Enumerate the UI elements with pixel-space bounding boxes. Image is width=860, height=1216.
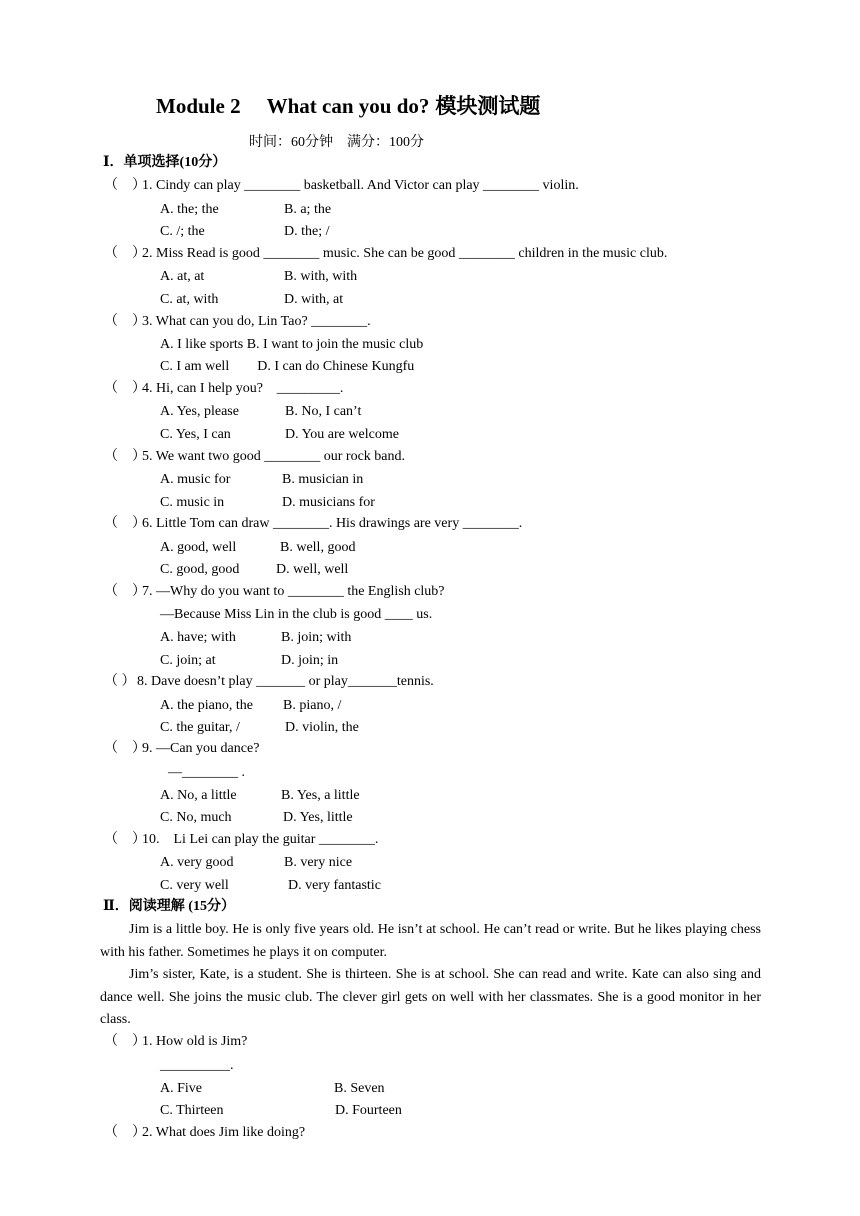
question — [104, 673, 434, 691]
question-text: 1. How old is Jim? — [142, 1034, 248, 1049]
option: B. Seven — [334, 1081, 385, 1096]
option: C. Thirteen — [160, 1103, 224, 1118]
full-score: 满分：100分 — [347, 135, 424, 150]
question-text: 4. Hi, can I help you? _________. — [142, 381, 344, 396]
option: D. Fourteen — [335, 1103, 402, 1118]
answer-bracket[interactable]: （ ） — [104, 381, 146, 396]
option: C. music in — [160, 495, 225, 510]
page-title — [156, 90, 540, 120]
answer-bracket[interactable]: （ ） — [104, 1125, 146, 1140]
answer-bracket[interactable]: （ ） — [104, 516, 146, 531]
answer-blank[interactable]: __________. — [160, 1058, 234, 1073]
option: A. very good — [160, 855, 234, 870]
option: D. very fantastic — [288, 878, 381, 893]
question — [104, 1033, 247, 1051]
question-text: 7. —Why do you want to ________ the English club? — [142, 584, 445, 599]
option: C. No, much — [160, 810, 232, 825]
answer-bracket[interactable]: （ ） — [104, 584, 146, 599]
option: D. You are welcome — [285, 427, 399, 442]
option: A. I like sports B. I want to join the music club — [160, 337, 424, 352]
answer-bracket[interactable]: （ ） — [104, 832, 146, 847]
question-text: 5. We want two good ________ our rock band. — [142, 449, 406, 464]
question — [104, 831, 378, 849]
option: A. at, at — [160, 269, 205, 284]
option: A. No, a little — [160, 788, 237, 803]
question — [104, 740, 259, 758]
question-text-line2: —Because Miss Lin in the club is good ____ us. — [160, 607, 433, 622]
question — [104, 245, 667, 263]
option: D. the; / — [284, 224, 330, 239]
option: B. with, with — [284, 269, 358, 284]
title-chinese: 模块测试题 — [435, 94, 541, 118]
option: A. good, well — [160, 540, 237, 555]
option: D. join; in — [281, 653, 339, 668]
section-heading: Ⅰ．单项选择(10分） — [103, 155, 227, 170]
question-text-line2: —________ . — [168, 765, 245, 780]
option: B. a; the — [284, 202, 332, 217]
answer-bracket[interactable]: （ ） — [104, 1034, 146, 1049]
title-question: What can you do? — [266, 94, 430, 118]
question-text: 8. Dave doesn’t play _______ or play_______tennis. — [137, 674, 434, 689]
option: B. very nice — [284, 855, 353, 870]
section-heading: Ⅱ．阅读理解 (15分） — [103, 899, 235, 914]
option: A. have; with — [160, 630, 236, 645]
option: C. join; at — [160, 653, 216, 668]
answer-bracket[interactable]: （ ） — [104, 674, 136, 689]
answer-bracket[interactable]: （ ） — [104, 246, 146, 261]
option: B. join; with — [281, 630, 352, 645]
answer-bracket[interactable]: （ ） — [104, 178, 146, 193]
option: B. piano, / — [283, 698, 342, 713]
question — [104, 448, 405, 466]
option: A. music for — [160, 472, 231, 487]
option: C. /; the — [160, 224, 205, 239]
question — [104, 313, 371, 331]
answer-bracket[interactable]: （ ） — [104, 449, 146, 464]
option: B. well, good — [280, 540, 356, 555]
option: C. good, good — [160, 562, 240, 577]
answer-bracket[interactable]: （ ） — [104, 741, 146, 756]
option: A. the; the — [160, 202, 219, 217]
option: D. with, at — [284, 292, 344, 307]
option: C. the guitar, / — [160, 720, 240, 735]
question — [104, 177, 579, 195]
time-limit: 时间：60分钟 — [249, 135, 333, 150]
reading-paragraph: Jim is a little boy. He is only five years old. He isn’t at school. He can’t read or write. But he likes playing chess with his father. Sometimes he plays it on computer. — [100, 922, 761, 960]
question — [104, 380, 343, 398]
answer-bracket[interactable]: （ ） — [104, 314, 146, 329]
option: D. musicians for — [282, 495, 375, 510]
option: B. musician in — [282, 472, 364, 487]
question-text: 9. —Can you dance? — [142, 741, 260, 756]
title-module: Module 2 — [156, 94, 241, 118]
option: C. Yes, I can — [160, 427, 231, 442]
option: C. very well — [160, 878, 229, 893]
question-text: 3. What can you do, Lin Tao? ________. — [142, 314, 371, 329]
question-text: 6. Little Tom can draw ________. His drawings are very ________. — [142, 516, 523, 531]
exam-info — [249, 131, 424, 151]
option: B. No, I can’t — [285, 404, 362, 419]
option: D. Yes, little — [283, 810, 353, 825]
option: A. the piano, the — [160, 698, 253, 713]
option: C. at, with — [160, 292, 219, 307]
option: A. Five — [160, 1081, 202, 1096]
question — [104, 583, 445, 601]
question-text: 2. Miss Read is good ________ music. She can be good ________ children in the music club. — [142, 246, 668, 261]
question-text: 10. Li Lei can play the guitar ________. — [142, 832, 379, 847]
question-text: 2. What does Jim like doing? — [142, 1125, 306, 1140]
option: D. well, well — [276, 562, 349, 577]
reading-paragraph: Jim’s sister, Kate, is a student. She is thirteen. She is at school. She can read and write. Kate can also sing and dance well. She joins the music club. The clever girl gets on well with her classmates. She is a good monitor in her class. — [100, 967, 761, 1027]
question-text: 1. Cindy can play ________ basketball. And Victor can play ________ violin. — [142, 178, 579, 193]
question — [104, 515, 522, 533]
question — [104, 1124, 305, 1142]
option: C. I am well D. I can do Chinese Kungfu — [160, 359, 415, 374]
option: B. Yes, a little — [281, 788, 360, 803]
option: D. violin, the — [285, 720, 359, 735]
option: A. Yes, please — [160, 404, 239, 419]
